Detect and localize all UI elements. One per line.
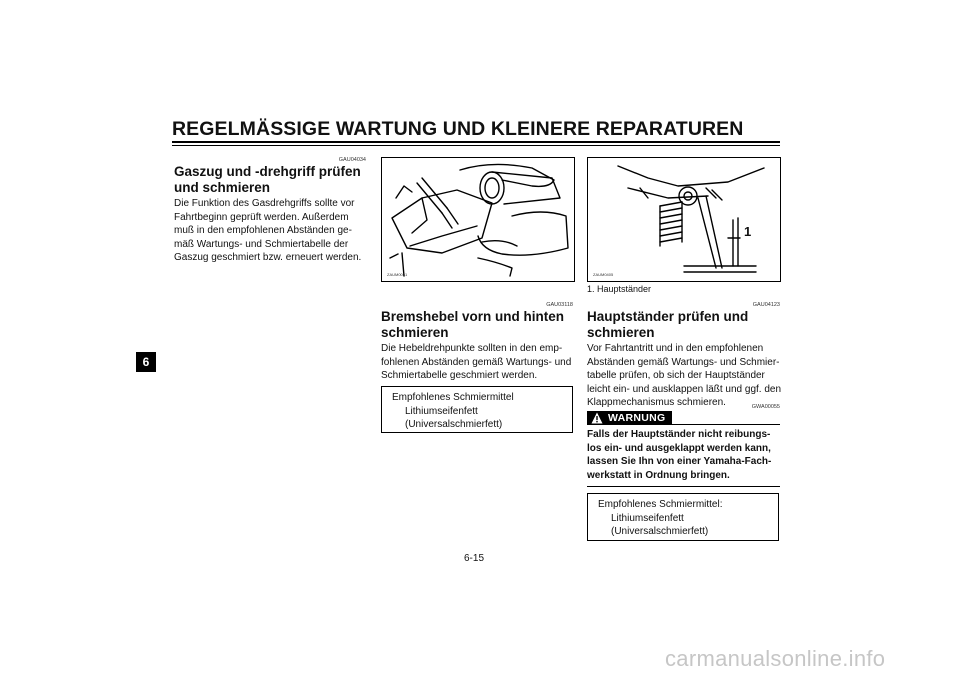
section-gaszug bbox=[174, 164, 374, 265]
section-heading bbox=[381, 309, 581, 341]
body-line: muß in den empfohlenen Abständen ge- bbox=[174, 225, 352, 237]
body-line: fohlenen Abständen gemäß Wartungs- und bbox=[381, 356, 572, 368]
warning-badge bbox=[587, 411, 672, 425]
body-line: Fahrtbeginn geprüft werden. Außerdem bbox=[174, 211, 349, 223]
header-rule bbox=[172, 141, 780, 143]
callout-number: 1 bbox=[744, 224, 752, 239]
warning-rule bbox=[672, 424, 780, 425]
figure-code: ZAUM0061 bbox=[387, 272, 408, 277]
warning-line: werkstatt in Ordnung bringen. bbox=[587, 469, 730, 481]
body-line: mäß Wartungs- und Schmiertabelle der bbox=[174, 238, 349, 250]
section-code: GAU04123 bbox=[752, 302, 780, 308]
body-line: Abständen gemäß Wartungs- und Schmier- bbox=[587, 356, 780, 368]
warning-header bbox=[587, 411, 780, 425]
body-line: Klappmechanismus schmieren. bbox=[587, 397, 726, 409]
figure-caption: 1. Hauptständer bbox=[587, 284, 652, 294]
body-line: tabelle prüfen, ob sich der Hauptständer bbox=[587, 370, 765, 382]
throttle-drawing bbox=[382, 158, 574, 281]
header-rule-thin bbox=[172, 145, 780, 146]
lubricant-type: Lithiumseifenfett bbox=[405, 405, 478, 417]
section-heading bbox=[587, 309, 787, 341]
lubricant-note: (Universalschmierfett) bbox=[405, 419, 503, 431]
heading-line: und schmieren bbox=[174, 180, 271, 195]
section-heading bbox=[174, 164, 374, 196]
main-stand-drawing bbox=[588, 158, 780, 281]
warning-bottom-rule bbox=[587, 486, 780, 487]
section-body bbox=[587, 342, 787, 410]
watermark: carmanualsonline.info bbox=[665, 646, 886, 671]
warning-line: los ein- und ausgeklappt werden kann, bbox=[587, 442, 771, 454]
body-line: Die Funktion des Gasdrehgriffs sollte vor bbox=[174, 198, 355, 209]
body-line: Vor Fahrtantritt und in den empfohlenen bbox=[587, 343, 764, 354]
body-line: leicht ein- und ausklappen läßt und ggf. den bbox=[587, 383, 782, 395]
warning-icon bbox=[591, 412, 603, 424]
figure-main-stand-illustration bbox=[587, 157, 781, 282]
figure-code: ZAUM0405 bbox=[593, 272, 614, 277]
body-line: Schmiertabelle geschmiert werden. bbox=[381, 370, 538, 382]
lubricant-label: Empfohlenes Schmiermittel: bbox=[598, 499, 723, 510]
heading-line: Hauptständer prüfen und bbox=[587, 309, 749, 324]
warning-text bbox=[587, 428, 780, 482]
warning-code: GWA00055 bbox=[751, 404, 780, 410]
lubricant-label: Empfohlenes Schmiermittel bbox=[392, 392, 514, 403]
section-hauptstaender bbox=[587, 309, 787, 410]
section-bremshebel bbox=[381, 309, 581, 383]
heading-line: schmieren bbox=[381, 325, 449, 340]
warning-block bbox=[587, 411, 780, 487]
page-header-title: REGELMÄSSIGE WARTUNG UND KLEINERE REPARATUREN bbox=[172, 118, 744, 140]
lubricant-box bbox=[381, 386, 573, 433]
page-number: 6-15 bbox=[464, 553, 485, 564]
chapter-tab: 6 bbox=[136, 352, 156, 372]
heading-line: Gaszug und -drehgriff prüfen bbox=[174, 164, 361, 179]
warning-line: lassen Sie Ihn von einer Yamaha-Fach- bbox=[587, 456, 772, 468]
body-line: Die Hebeldrehpunkte sollten in den emp- bbox=[381, 343, 563, 354]
warning-label: WARNUNG bbox=[608, 412, 666, 424]
section-body bbox=[381, 342, 581, 383]
lubricant-type: Lithiumseifenfett bbox=[611, 512, 684, 524]
body-line: Gaszug geschmiert bzw. erneuert werden. bbox=[174, 252, 362, 264]
section-body bbox=[174, 197, 374, 265]
lubricant-note: (Universalschmierfett) bbox=[611, 526, 709, 538]
lubricant-box bbox=[587, 493, 779, 541]
heading-line: Bremshebel vorn und hinten bbox=[381, 309, 565, 324]
figure-throttle-illustration bbox=[381, 157, 575, 282]
section-code: GAU03118 bbox=[546, 302, 573, 308]
warning-line: Falls der Hauptständer nicht reibungs- bbox=[587, 429, 771, 440]
heading-line: schmieren bbox=[587, 325, 655, 340]
section-code: GAU04034 bbox=[338, 157, 366, 163]
